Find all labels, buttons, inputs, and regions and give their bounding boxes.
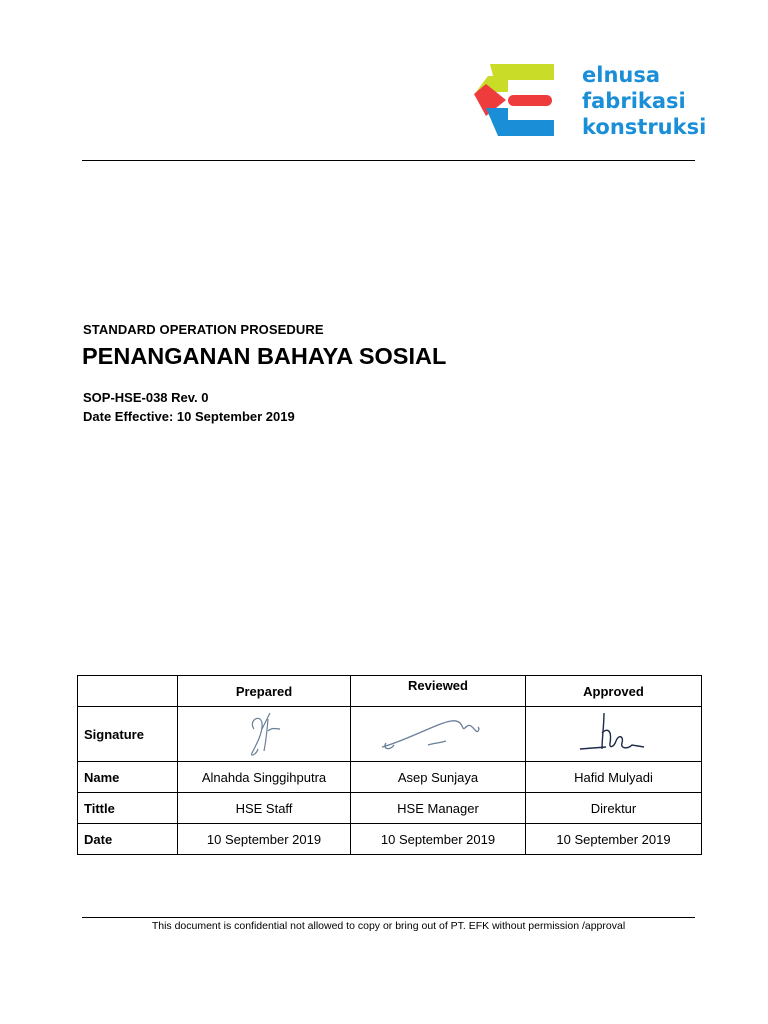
company-logo (472, 62, 707, 144)
header-reviewed: Reviewed (351, 676, 526, 707)
handwritten-signature-icon (234, 709, 294, 759)
logo-line-konstruksi: konstruksi (582, 115, 707, 139)
signature-approved (526, 707, 702, 762)
document-title: PENANGANAN BAHAYA SOSIAL (82, 343, 447, 369)
handwritten-signature-icon (574, 709, 654, 759)
title-label: Tittle (78, 793, 178, 824)
approval-header-row (78, 676, 702, 707)
name-reviewed: Asep Sunjaya (351, 762, 526, 793)
date-reviewed: 10 September 2019 (351, 824, 526, 855)
title-row (78, 793, 702, 824)
signature-prepared (178, 707, 351, 762)
logo-wordmark (582, 62, 706, 140)
signature-row (78, 707, 702, 762)
date-prepared: 10 September 2019 (178, 824, 351, 855)
signature-label: Signature (78, 707, 178, 762)
signature-reviewed (351, 707, 526, 762)
title-reviewed: HSE Manager (351, 793, 526, 824)
approval-table (77, 675, 702, 855)
date-label: Date (78, 824, 178, 855)
footer-divider (82, 917, 695, 918)
title-prepared: HSE Staff (178, 793, 351, 824)
logo-line-fabrikasi: fabrikasi (582, 89, 686, 113)
name-prepared: Alnahda Singgihputra (178, 762, 351, 793)
date-row (78, 824, 702, 855)
name-row (78, 762, 702, 793)
header-divider (82, 160, 695, 161)
elnusa-logo-mark-icon (472, 62, 556, 138)
date-approved: 10 September 2019 (526, 824, 702, 855)
header-cell-empty (78, 676, 178, 707)
document-type: STANDARD OPERATION PROSEDURE (83, 322, 324, 337)
name-approved: Hafid Mulyadi (526, 762, 702, 793)
document-code: SOP-HSE-038 Rev. 0 (83, 390, 209, 405)
header-approved: Approved (526, 676, 702, 707)
document-date-effective: Date Effective: 10 September 2019 (83, 409, 295, 424)
confidentiality-notice: This document is confidential not allowed to copy or bring out of PT. EFK without permission /approval (151, 920, 626, 932)
name-label: Name (78, 762, 178, 793)
handwritten-signature-icon (368, 709, 508, 759)
logo-line-elnusa: elnusa (582, 63, 661, 87)
header-prepared: Prepared (178, 676, 351, 707)
title-approved: Direktur (526, 793, 702, 824)
